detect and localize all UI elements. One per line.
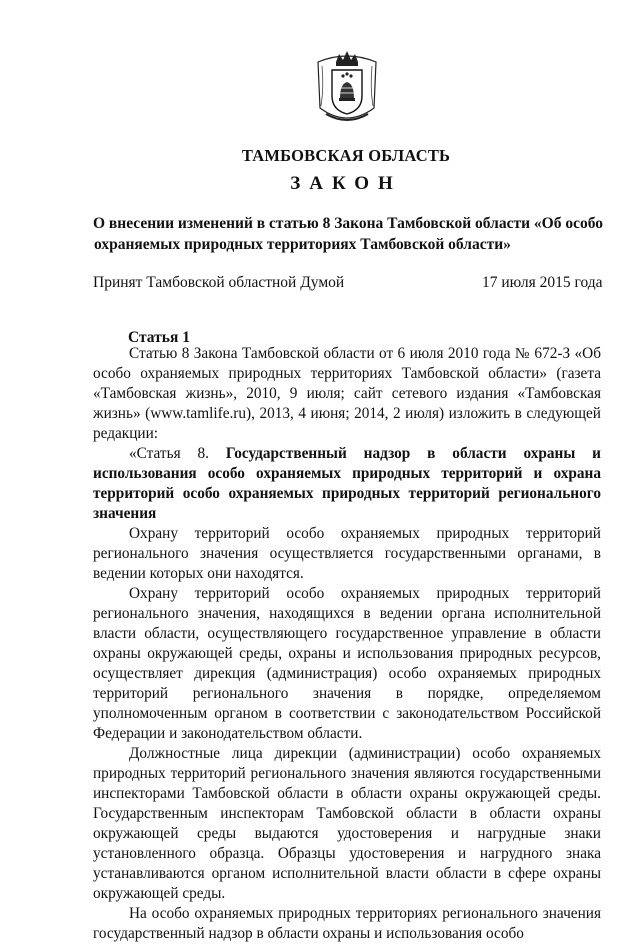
article-heading: Статья 1	[128, 329, 190, 346]
article-body	[93, 344, 601, 944]
article-paragraph: Охрану территорий особо охраняемых природных территорий регионального значения осуществляется государственными органами, в ведении которых они находятся.	[93, 525, 601, 582]
quoted-article-prefix: «Статья 8.	[129, 445, 209, 462]
quoted-article-title: Государственный надзор в области охраны и использования особо охраняемых природных территорий и охрана территорий особо охраняемых природных территорий регионального значения	[93, 445, 601, 522]
article-paragraph: На особо охраняемых природных территориях регионального значения государственный надзор в области охраны и использования особо	[93, 905, 601, 942]
law-subject-line: О внесении изменений в статью 8 Закона Тамбовской области «Об особо	[93, 215, 604, 232]
adoption-date: 17 июля 2015 года	[482, 274, 603, 291]
document-type-title: ЗАКОН	[290, 173, 402, 194]
law-subject-line: охраняемых природных территориях Тамбовской области»	[94, 236, 511, 253]
coat-of-arms-icon	[312, 48, 382, 130]
article-paragraph: Охрану территорий особо охраняемых природных территорий регионального значения, находящихся в ведении органа исполнительной власти области, осуществляющего государственное управление в области охраны окружающей среды, охраны и использования природных ресурсов, осуществляет дирекция (администрация) особо охраняемых природных территорий регионального значения в порядке, определяемом уполномоченным органом в соответствии с законодательством Российской Федерации и законодательством области.	[93, 585, 601, 742]
adopted-by-text: Принят Тамбовской областной Думой	[93, 274, 345, 291]
law-subject	[93, 213, 613, 255]
article-paragraph: Должностные лица дирекции (администрации) особо охраняемых природных территорий регионального значения являются государственными инспекторами Тамбовской области в области охраны окружающей среды. Государственным инспекторам Тамбовской области в области охраны окружающей среды выдаются удостоверения и нагрудные знаки установленного образца. Образцы удостоверения и нагрудного знака устанавливаются органом исполнительной власти области в сфере охраны окружающей среды.	[93, 745, 601, 902]
region-title: ТАМБОВСКАЯ ОБЛАСТЬ	[241, 146, 451, 165]
quoted-article-heading	[93, 444, 601, 524]
article-intro-paragraph: Статью 8 Закона Тамбовской области от 6 июля 2010 года № 672-З «Об особо охраняемых природных территориях Тамбовской области» (газета «Тамбовская жизнь», 2010, 9 июля; сайт сетевого издания «Тамбовская жизнь» (www.tamlife.ru), 2013, 4 июня; 2014, 2 июля) изложить в следующей редакции:	[93, 345, 601, 442]
